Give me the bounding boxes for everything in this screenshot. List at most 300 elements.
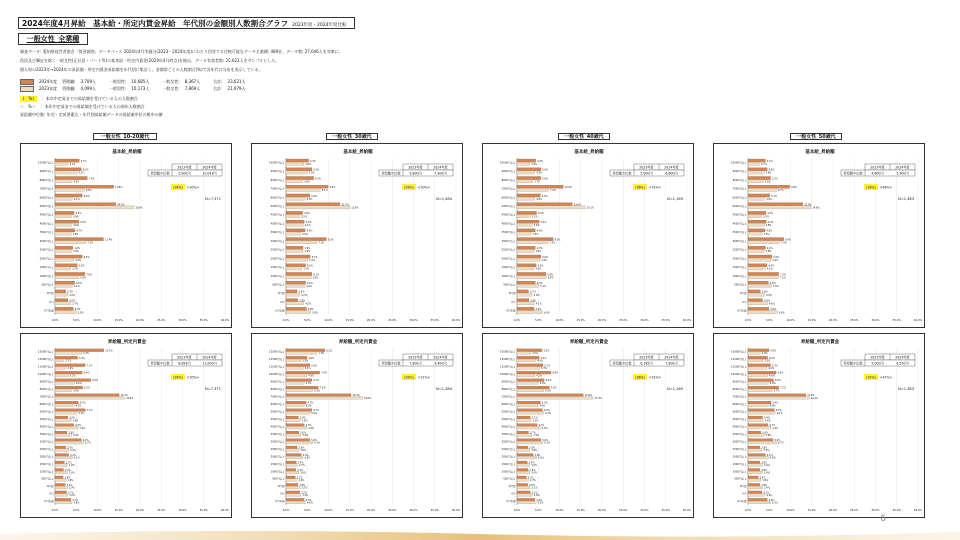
data-label-2024: 2.2% bbox=[65, 461, 72, 465]
category-label: 1000円以上 bbox=[270, 470, 285, 474]
category-label: 3000円以上 bbox=[732, 440, 747, 444]
category-label: 7000円以上 bbox=[39, 395, 54, 399]
category-label: 10000円以上 bbox=[731, 373, 747, 377]
category-label: 3000円以上 bbox=[270, 239, 285, 243]
category-label: 0円超 bbox=[46, 292, 54, 296]
bar-2024 bbox=[55, 229, 75, 232]
data-label-2024: 4.4% bbox=[768, 264, 775, 268]
data-label-2024: 4.3% bbox=[536, 229, 543, 233]
x-tick-label: 5.0% bbox=[72, 319, 80, 322]
data-label-2024: 2.6% bbox=[298, 446, 305, 450]
data-label-2024: 5.1% bbox=[771, 194, 778, 198]
x-tick-label: 35.0% bbox=[430, 319, 439, 322]
median-header-2024: 2024年度 bbox=[433, 165, 448, 170]
data-label-2023: 3.1% bbox=[69, 163, 76, 167]
x-tick-label: 5.0% bbox=[534, 319, 542, 322]
category-label: 6000円以上 bbox=[270, 402, 285, 406]
note-1-text: ：本年中定昇までの昇給額を受けている人の人数割合 bbox=[41, 96, 138, 101]
bar-2023 bbox=[748, 232, 762, 235]
bar-2024 bbox=[748, 229, 765, 232]
bar-2024 bbox=[55, 264, 77, 267]
data-label-2023: 3.5% bbox=[533, 434, 540, 438]
data-label-2024: 3.3% bbox=[763, 491, 770, 495]
bar-2024 bbox=[748, 469, 760, 472]
data-label-2023: 3.6% bbox=[533, 293, 540, 297]
bar-2024 bbox=[748, 176, 771, 179]
data-label-2023: 3.9% bbox=[73, 215, 79, 219]
chart-panel-5 bbox=[20, 333, 232, 518]
bar-2023 bbox=[55, 404, 74, 407]
data-label-2023: 3.9% bbox=[73, 224, 79, 228]
data-label-2024: 5.6% bbox=[542, 255, 549, 259]
bar-2023 bbox=[286, 223, 303, 226]
data-label-2023: 7.3% bbox=[318, 352, 325, 356]
prev-pct: <31%> bbox=[648, 375, 662, 380]
data-label-2024: 2.9% bbox=[299, 416, 306, 420]
bar-2023 bbox=[55, 486, 67, 489]
bar-2023 bbox=[55, 258, 74, 261]
data-label-2023: 3.5% bbox=[302, 494, 309, 498]
bar-2023 bbox=[286, 411, 310, 414]
data-label-2024: 5.5% bbox=[541, 194, 548, 198]
x-tick-label: 5.0% bbox=[303, 319, 311, 322]
category-label: 0円超 bbox=[739, 292, 747, 296]
bar-2024 bbox=[286, 281, 306, 284]
category-label: 10000円以上 bbox=[731, 161, 747, 165]
category-label: 2500円以上 bbox=[270, 248, 285, 252]
category-label: 5000円以上 bbox=[39, 410, 54, 414]
note-1 bbox=[20, 96, 138, 102]
x-tick-label: 25.0% bbox=[850, 319, 859, 322]
data-label-2023: 4.8% bbox=[769, 381, 776, 385]
x-tick-label: 15.0% bbox=[345, 509, 354, 512]
category-label: 2500円以上 bbox=[732, 248, 747, 252]
data-label-2023: 3.3% bbox=[532, 419, 539, 423]
bar-2024 bbox=[517, 220, 539, 223]
category-label: 2000円以上 bbox=[732, 455, 747, 459]
x-tick-label: 10.0% bbox=[786, 509, 795, 512]
data-label-2023: 6.9% bbox=[547, 276, 554, 280]
bar-2023 bbox=[286, 479, 297, 482]
data-label-2023: 4.0% bbox=[304, 456, 311, 460]
bar-2024 bbox=[748, 461, 760, 464]
data-label-2024: 2.8% bbox=[68, 431, 75, 435]
category-label: 1000円以上 bbox=[501, 470, 516, 474]
bar-2024 bbox=[55, 159, 79, 162]
data-label-2023: 5.6% bbox=[80, 276, 87, 280]
bar-2024 bbox=[748, 483, 760, 486]
data-label-2023: 5.5% bbox=[541, 426, 548, 430]
data-label-2023: 3.8% bbox=[72, 232, 79, 236]
bar-2023 bbox=[286, 206, 350, 209]
category-label: 6000円以上 bbox=[270, 196, 285, 200]
data-label-2024: 4.4% bbox=[75, 424, 82, 428]
bar-2024 bbox=[517, 349, 542, 352]
bar-2024 bbox=[517, 356, 539, 359]
count-row-2024 bbox=[20, 79, 246, 85]
data-label-2023: 4.9% bbox=[308, 374, 315, 378]
bar-2023 bbox=[286, 258, 308, 261]
bar-2024 bbox=[55, 469, 64, 472]
data-label-2023: 7.3% bbox=[549, 241, 556, 245]
category-label: 4000円以上 bbox=[501, 222, 516, 226]
data-label-2024: 3.4% bbox=[763, 416, 770, 420]
data-label-2024: 2.8% bbox=[761, 483, 768, 487]
category-label: 9000円以上 bbox=[501, 380, 516, 384]
data-label-2023: 3.5% bbox=[302, 434, 309, 438]
category-label: 9000円以上 bbox=[732, 170, 747, 174]
data-label-2024: 4.3% bbox=[74, 308, 81, 312]
prev-pct: <30%> bbox=[186, 185, 200, 190]
bar-2023 bbox=[748, 180, 763, 183]
data-label-2024: 13.0% bbox=[573, 203, 582, 207]
chart-title: 昇給額_所定内賃金 bbox=[338, 340, 378, 345]
data-label-2024: 12.9% bbox=[804, 203, 812, 207]
page-title-text: 2024年度4月昇給 基本給・所定内賃金昇給 年代別の金額別人数割合グラフ bbox=[22, 19, 289, 28]
data-label-2023: 6.1% bbox=[544, 441, 551, 445]
category-label: 8000円以上 bbox=[501, 388, 516, 392]
data-label-2023: 3.3% bbox=[763, 449, 770, 453]
bar-2024 bbox=[748, 476, 758, 479]
median-value-2023: 6,185円 bbox=[640, 361, 653, 366]
data-label-2023: 4.9% bbox=[308, 426, 315, 430]
x-tick-label: 35.0% bbox=[199, 509, 208, 512]
bar-2024 bbox=[748, 264, 767, 267]
data-label-2023: 2.6% bbox=[67, 479, 74, 483]
bar-2024 bbox=[517, 238, 553, 241]
data-label-2024: 4.1% bbox=[766, 247, 773, 251]
bar-2023 bbox=[286, 267, 302, 270]
bar-2023 bbox=[517, 215, 530, 218]
bar-2024 bbox=[748, 168, 767, 171]
data-label-2023: 3.5% bbox=[302, 359, 309, 363]
median-header-2023: 2023年度 bbox=[408, 355, 423, 360]
x-tick-label: 35.0% bbox=[430, 509, 439, 512]
x-tick-label: 15.0% bbox=[114, 319, 123, 322]
bar-2023 bbox=[748, 419, 763, 422]
x-tick-label: 25.0% bbox=[388, 509, 397, 512]
data-label-2024: 2.4% bbox=[66, 483, 73, 487]
count-b: 10,173人 bbox=[131, 86, 150, 91]
data-label-2024: 11.5% bbox=[105, 349, 113, 353]
bar-2023 bbox=[286, 171, 307, 174]
data-label-2024: 4.3% bbox=[767, 220, 774, 224]
bar-2024 bbox=[55, 476, 63, 479]
data-label-2023: 5.4% bbox=[79, 426, 86, 430]
category-label: 1500円以上 bbox=[501, 266, 516, 270]
bar-2024 bbox=[286, 416, 298, 419]
median-header-2023: 2023年度 bbox=[870, 165, 885, 170]
bar-2023 bbox=[286, 188, 320, 191]
bar-2023 bbox=[748, 162, 759, 165]
count-d-label: 合計: bbox=[213, 86, 223, 91]
data-label-2023: 3.2% bbox=[301, 215, 307, 219]
bar-2024 bbox=[517, 272, 546, 275]
data-label-2024: 5.6% bbox=[80, 220, 87, 224]
category-label: 12500円以上 bbox=[269, 358, 285, 362]
data-label-2024: 2.8% bbox=[299, 483, 306, 487]
category-label: 500円以上 bbox=[734, 477, 747, 481]
data-label-2023: 4.4% bbox=[306, 285, 313, 289]
data-label-2023: 2.9% bbox=[761, 352, 768, 356]
category-label: 2500円以上 bbox=[39, 248, 54, 252]
data-label-2024: 7.2% bbox=[780, 273, 786, 277]
data-label-2024: 4.5% bbox=[768, 498, 775, 502]
bar-2023 bbox=[517, 501, 536, 504]
bar-2023 bbox=[748, 171, 764, 174]
bar-2023 bbox=[517, 267, 534, 270]
bar-2024 bbox=[748, 409, 774, 412]
bar-2024 bbox=[55, 290, 66, 293]
bar-2023 bbox=[517, 441, 543, 444]
data-label-2023: 6.9% bbox=[85, 189, 92, 193]
data-label-2023: 6.0% bbox=[544, 311, 550, 315]
x-tick-label: 40.0% bbox=[451, 319, 461, 322]
note-2 bbox=[20, 104, 145, 110]
bar-2023 bbox=[55, 232, 71, 235]
data-label-2023: 2.7% bbox=[760, 163, 767, 167]
bar-2023 bbox=[517, 352, 531, 355]
category-label: 1500円以上 bbox=[270, 266, 285, 270]
data-label-2024: 3.8% bbox=[534, 453, 541, 457]
x-tick-label: 15.0% bbox=[807, 319, 816, 322]
category-label: 3500円以上 bbox=[732, 231, 747, 235]
bar-2024 bbox=[286, 491, 300, 494]
median-header-2023: 2023年度 bbox=[870, 355, 885, 360]
bar-2024 bbox=[748, 394, 806, 397]
data-label-2024: 5.2% bbox=[78, 264, 85, 268]
bar-2023 bbox=[517, 411, 544, 414]
data-label-2024: 5.4% bbox=[772, 401, 779, 405]
bar-2024 bbox=[748, 431, 761, 434]
bar-2023 bbox=[517, 426, 540, 429]
bar-2023 bbox=[286, 449, 299, 452]
data-label-2024: 6.4% bbox=[83, 255, 90, 259]
data-label-2023: 3.7% bbox=[303, 267, 310, 271]
bar-2024 bbox=[517, 446, 528, 449]
bar-2023 bbox=[286, 426, 307, 429]
bar-2023 bbox=[748, 188, 776, 191]
bar-2023 bbox=[286, 359, 301, 362]
category-label: 2000円以上 bbox=[501, 257, 516, 261]
n-label: N=1,383 bbox=[898, 197, 914, 201]
data-label-2024: 6.8% bbox=[547, 273, 554, 277]
data-label-2024: 2.5% bbox=[67, 290, 73, 294]
data-label-2024: 4.6% bbox=[307, 281, 313, 285]
median-value-2024: 6,600円 bbox=[665, 171, 678, 176]
category-label: 1000円以上 bbox=[732, 470, 747, 474]
data-label-2023: 7.4% bbox=[780, 241, 787, 245]
count-c: 8,367人 bbox=[184, 79, 201, 84]
data-label-2023: 3.0% bbox=[531, 449, 538, 453]
data-label-2023: 3.2% bbox=[532, 352, 538, 356]
n-label: N=7,371 bbox=[205, 197, 221, 201]
data-label-2024: 5.6% bbox=[311, 439, 318, 443]
bar-2024 bbox=[55, 431, 67, 434]
data-label-2023: 3.6% bbox=[533, 224, 540, 228]
chart-title: 基本給_昇給額 bbox=[112, 150, 142, 155]
bar-2023 bbox=[286, 232, 300, 235]
bar-2023 bbox=[55, 267, 71, 270]
bar-2023 bbox=[517, 404, 538, 407]
category-label: 0円未満 bbox=[275, 309, 285, 313]
bar-2023 bbox=[748, 494, 765, 497]
bar-2024 bbox=[517, 246, 535, 249]
bar-2023 bbox=[748, 267, 765, 270]
bar-2023 bbox=[748, 206, 811, 209]
bar-2023 bbox=[748, 258, 771, 261]
category-label: 2000円以上 bbox=[39, 455, 54, 459]
data-label-2024: 11.4% bbox=[104, 238, 113, 242]
data-label-2023: 4.3% bbox=[305, 404, 312, 408]
bar-2024 bbox=[55, 483, 65, 486]
bar-2024 bbox=[748, 194, 770, 197]
data-label-2024: 8.0% bbox=[552, 371, 559, 375]
x-tick-label: 0.0% bbox=[282, 319, 290, 322]
bar-2024 bbox=[517, 424, 537, 427]
median-value-2024: 5,900円 bbox=[896, 171, 909, 176]
data-label-2024: 4.7% bbox=[538, 424, 545, 428]
bar-2023 bbox=[517, 367, 540, 370]
data-label-2024: 5.7% bbox=[80, 159, 87, 163]
bar-2024 bbox=[286, 238, 326, 241]
data-label-2023: 3.2% bbox=[70, 449, 76, 453]
category-label: 0円 bbox=[49, 300, 54, 304]
category-label: 10000円以上 bbox=[38, 373, 54, 377]
median-value-2024: 7,900円 bbox=[434, 171, 447, 176]
category-label: 500円以上 bbox=[734, 283, 747, 287]
chart-panel-6 bbox=[251, 333, 463, 518]
data-label-2023: 5.9% bbox=[312, 276, 319, 280]
bar-2023 bbox=[748, 456, 768, 459]
note-2-mark: ＜ %＞ bbox=[20, 104, 36, 109]
category-label: 2000円以上 bbox=[270, 455, 285, 459]
bar-2023 bbox=[55, 197, 72, 200]
bar-2024 bbox=[286, 469, 296, 472]
bar-2024 bbox=[517, 483, 528, 486]
bar-2023 bbox=[55, 494, 68, 497]
data-label-2023: 4.4% bbox=[75, 258, 82, 262]
category-label: 500円以上 bbox=[272, 477, 285, 481]
data-label-2024: 5.5% bbox=[79, 401, 86, 405]
x-tick-label: 40.0% bbox=[682, 319, 692, 322]
section-tag: 一般女性_全業種 bbox=[18, 33, 88, 45]
x-tick-label: 40.0% bbox=[682, 509, 692, 512]
bar-2024 bbox=[55, 238, 103, 241]
x-tick-label: 35.0% bbox=[892, 509, 901, 512]
bar-2024 bbox=[517, 394, 583, 397]
category-label: 12500円以上 bbox=[38, 358, 54, 362]
data-label-2024: 5.7% bbox=[311, 255, 318, 259]
data-label-2023: 3.7% bbox=[72, 302, 79, 306]
prev-pct: <30%> bbox=[186, 375, 200, 380]
category-label: 15000円以上 bbox=[38, 350, 54, 354]
category-label: 1000円以上 bbox=[501, 274, 516, 278]
data-label-2024: 6.5% bbox=[84, 386, 90, 390]
bar-2024 bbox=[286, 264, 306, 267]
bar-2024 bbox=[517, 176, 541, 179]
data-label-2023: 4.1% bbox=[304, 366, 311, 370]
category-label: 6000円以上 bbox=[501, 402, 516, 406]
x-tick-label: 10.0% bbox=[93, 509, 102, 512]
category-label: 6000円以上 bbox=[39, 402, 54, 406]
data-label-2023: 6.9% bbox=[778, 311, 785, 315]
category-label: 1000円以上 bbox=[270, 274, 285, 278]
data-label-2024: 15.6% bbox=[584, 394, 593, 398]
category-label: 3500円以上 bbox=[270, 231, 285, 235]
data-label-2023: 6.7% bbox=[777, 189, 784, 193]
category-label: 8000円以上 bbox=[732, 178, 747, 182]
x-tick-label: 20.0% bbox=[597, 319, 607, 322]
bar-2024 bbox=[517, 469, 528, 472]
bar-2024 bbox=[286, 255, 310, 258]
category-label: 1500円以上 bbox=[732, 462, 747, 466]
data-label-2024: 4.3% bbox=[536, 281, 543, 285]
data-label-2023: 5.7% bbox=[773, 389, 780, 393]
x-tick-label: 35.0% bbox=[199, 319, 208, 322]
bar-2023 bbox=[748, 411, 775, 414]
median-row-label: 昇給額中位数 bbox=[612, 361, 632, 366]
bar-2023 bbox=[55, 411, 77, 414]
data-label-2024: 8.4% bbox=[92, 379, 99, 383]
category-label: 7000円以上 bbox=[501, 187, 516, 191]
n-label: N=1,383 bbox=[898, 387, 914, 391]
data-label-2024: 5.6% bbox=[542, 439, 549, 443]
data-label-2024: 4.0% bbox=[535, 308, 542, 312]
median-value-2024: 6,550円 bbox=[896, 361, 909, 366]
bar-2024 bbox=[517, 211, 537, 214]
data-label-2023: 4.1% bbox=[304, 224, 311, 228]
category-label: 3000円以上 bbox=[732, 239, 747, 243]
median-row-label: 昇給額中位数 bbox=[150, 171, 170, 176]
data-label-2024: 6.1% bbox=[544, 364, 551, 368]
median-header-2024: 2024年度 bbox=[433, 355, 448, 360]
category-label: 0円 bbox=[511, 492, 516, 496]
bar-2023 bbox=[55, 215, 72, 218]
chart-8-svg bbox=[714, 334, 926, 519]
bar-2023 bbox=[286, 197, 305, 200]
category-label: 11000円以上 bbox=[38, 365, 54, 369]
data-label-2024: 7.1% bbox=[86, 409, 93, 413]
data-label-2024: 7.6% bbox=[319, 386, 326, 390]
prev-pct: <31%> bbox=[417, 375, 431, 380]
bar-2024 bbox=[286, 461, 296, 464]
chart-title: 昇給額_所定内賃金 bbox=[569, 340, 609, 345]
category-label: 2500円以上 bbox=[501, 447, 516, 451]
bar-2024 bbox=[748, 498, 767, 501]
category-label: 6000円以上 bbox=[501, 196, 516, 200]
data-label-2023: 7.4% bbox=[549, 189, 556, 193]
category-label: 4500円以上 bbox=[39, 417, 54, 421]
x-tick-label: 0.0% bbox=[282, 509, 290, 512]
x-tick-label: 25.0% bbox=[157, 319, 166, 322]
category-label: 0円超 bbox=[46, 485, 54, 489]
category-label: 4500円以上 bbox=[270, 213, 285, 217]
category-label: 8000円以上 bbox=[270, 178, 285, 182]
bar-2023 bbox=[517, 359, 536, 362]
chart-panel-7 bbox=[482, 333, 694, 518]
bar-2024 bbox=[286, 194, 310, 197]
chart-panel-4 bbox=[713, 143, 925, 328]
category-label: 3500円以上 bbox=[501, 432, 516, 436]
category-label: 0円未満 bbox=[737, 309, 747, 313]
description-line-2: 役員及び嘱託を除く一般女性(正社員・パート等)の基本給・所定内賃金(2024年4月時点)を抽出、データ有効者数: 25,621人をサンプルとした。 bbox=[20, 58, 280, 63]
data-label-2023: 5.3% bbox=[541, 366, 547, 370]
category-label: 15000円以上 bbox=[500, 350, 516, 354]
data-label-2024: 7.1% bbox=[86, 364, 93, 368]
note-3-text: 昇給額中位数: 年功・定昇要素込・年代別昇給額データの昇給額中位の集中の値 bbox=[20, 112, 163, 117]
chart-title: 昇給額_所定内賃金 bbox=[800, 340, 840, 345]
